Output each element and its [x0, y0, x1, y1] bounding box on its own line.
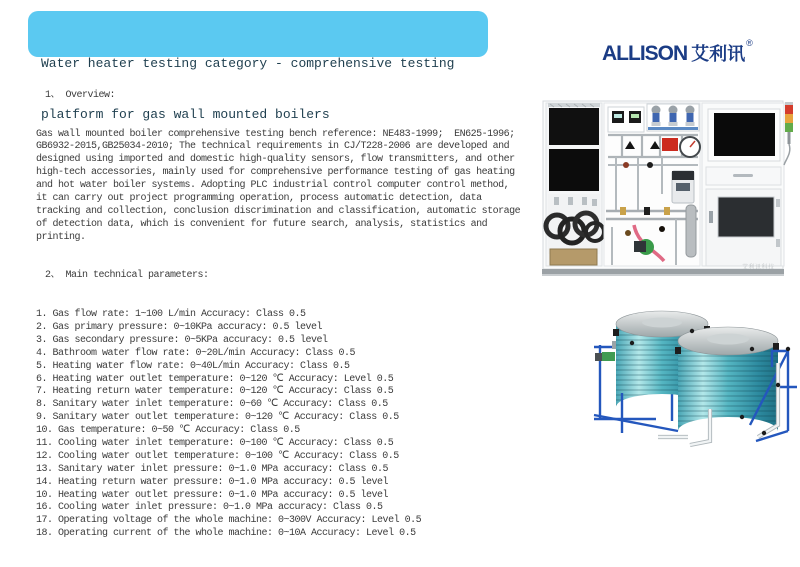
- parameter-line: 10. Heating water outlet pressure: 0~1.0 MPa accuracy: 0.5 level: [36, 489, 389, 501]
- overview-line: of detection data, which is convenient for future search, analysis, statistics and: [36, 218, 488, 230]
- overview-heading: 1、 Overview:: [45, 89, 116, 101]
- photo-watermark: 艾利讯科技: [742, 265, 775, 271]
- overview-line: printing.: [36, 231, 86, 243]
- title-line: Water heater testing category - comprehensive testing: [41, 56, 455, 71]
- drawer: [706, 167, 781, 185]
- title-line: platform for gas wall mounted boilers: [41, 106, 330, 122]
- parameter-line: 6. Heating water outlet temperature: 0~120 ℃ Accuracy: Level 0.5: [36, 373, 394, 385]
- overview-line: tracking and collection, conclusion discrimination and classification, automatic storage: [36, 205, 521, 217]
- pressure-transmitters: [647, 104, 699, 131]
- overview-line: designed using imported and domestic high-quality sensors, flow transmitters, and other: [36, 154, 515, 166]
- parameter-line: 10. Gas temperature: 0~50 ℃ Accuracy: Class 0.5: [36, 425, 300, 437]
- overview-line: high-tech accessories, mainly used for comprehensive performance testing of gas heating: [36, 167, 515, 179]
- overview-paragraph: [36, 129, 538, 245]
- body-text: [36, 64, 538, 567]
- hose-coils: [546, 194, 604, 265]
- water-tanks-image: [592, 297, 800, 447]
- parameter-line: 14. Heating return water pressure: 0~1.0 MPa accuracy: 0.5 level: [36, 476, 389, 488]
- signal-tower-light: [784, 102, 793, 165]
- brand-logo: [602, 38, 753, 66]
- overview-line: GB6932-2015,GB25034-2010; The technical requirements in CJ/T228-2006 are developed and: [36, 141, 510, 153]
- parameter-line: 12. Cooling water outlet temperature: 0~100 ℃ Accuracy: Class 0.5: [36, 450, 399, 462]
- registered-trademark-icon: ®: [746, 38, 753, 48]
- parameter-line: 7. Heating return water temperature: 0~120 ℃ Accuracy: Class 0.5: [36, 386, 394, 398]
- parameter-line: 16. Cooling water inlet pressure: 0~1.0 MPa accuracy: Class 0.5: [36, 502, 383, 514]
- overview-line: Gas wall mounted boiler comprehensive testing bench reference: NE483-1999; EN625-1996;: [36, 128, 515, 140]
- brand-name-en: ALLISON: [602, 42, 688, 65]
- parameter-line: 13. Sanitary water inlet pressure: 0~1.0 MPa accuracy: Class 0.5: [36, 463, 389, 475]
- parameter-line: 3. Gas secondary pressure: 0~5KPa accuracy: 0.5 level: [36, 334, 328, 346]
- parameter-line: 9. Sanitary water outlet temperature: 0~120 ℃ Accuracy: Class 0.5: [36, 412, 399, 424]
- parameters-list: [36, 309, 538, 541]
- parameter-line: 8. Sanitary water inlet temperature: 0~60 ℃ Accuracy: Class 0.5: [36, 399, 388, 411]
- testing-bench-image: [542, 99, 792, 277]
- parameter-line: 2. Gas primary pressure: 0~10KPa accuracy: 0.5 level: [36, 321, 323, 333]
- overview-line: it can carry out project programming operation, process automatic detection, data: [36, 192, 482, 204]
- lower-cabinet: [706, 189, 781, 266]
- parameter-line: 18. Operating current of the whole machine: 0~10A Accuracy: Level 0.5: [36, 528, 416, 540]
- parameter-line: 1. Gas flow rate: 1~100 L/min Accuracy: Class 0.5: [36, 309, 306, 321]
- parameter-line: 5. Heating water flow rate: 0~40L/min Accuracy: Class 0.5: [36, 360, 350, 372]
- overview-line: and hot water boiler systems. Adopting PLC industrial control computer control method,: [36, 180, 510, 192]
- parameter-line: 17. Operating voltage of the whole machine: 0~300V Accuracy: Level 0.5: [36, 515, 422, 527]
- parameter-line: 4. Bathroom water flow rate: 0~20L/min Accuracy: Class 0.5: [36, 347, 356, 359]
- parameters-heading: 2、 Main technical parameters:: [45, 270, 209, 282]
- parameter-line: 11. Cooling water inlet temperature: 0~100 ℃ Accuracy: Class 0.5: [36, 437, 394, 449]
- water-tank-front: [675, 327, 779, 431]
- brand-name-cn: 艾利讯: [691, 44, 746, 64]
